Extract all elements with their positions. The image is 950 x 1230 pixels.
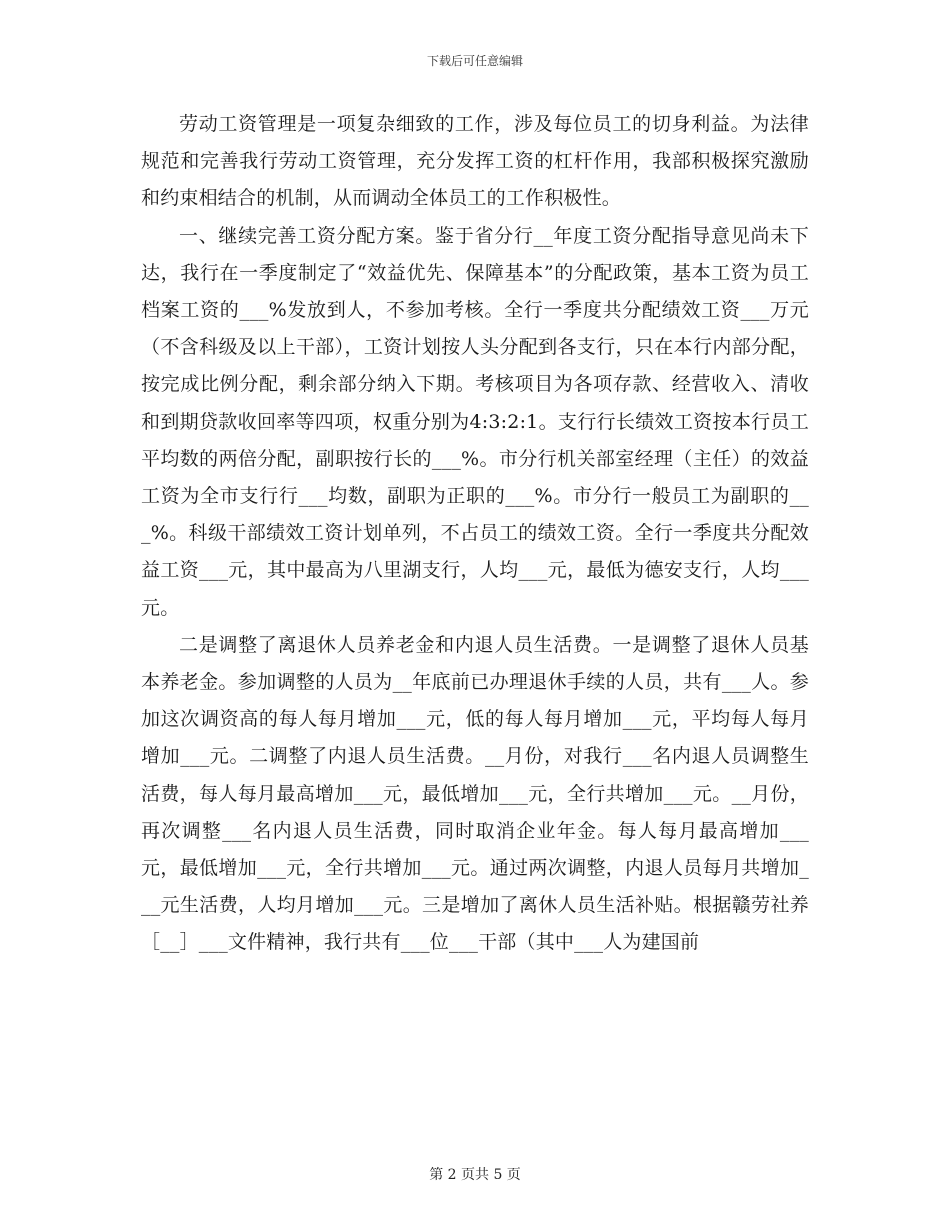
document-body <box>141 106 809 962</box>
page-header-note: 下载后可任意编辑 <box>426 54 523 68</box>
paragraph-intro: 劳动工资管理是一项复杂细致的工作，涉及每位员工的切身利益。为法律规范和完善我行劳动工资管理，充分发挥工资的杠杆作用，我部积极探究激励和约束相结合的机制，从而调动全体员工的工作积极性。 <box>141 113 809 210</box>
page-number-footer: 第 2 页共 5 页 <box>429 1167 521 1183</box>
paragraph-section-2: 二是调整了离退休人员养老金和内退人员生活费。一是调整了退休人员基本养老金。参加调整的人员为__年底前已办理退休手续的人员，共有___人。参加这次调资高的每人每月增加___元，低的每人每月增加___元，平均每人每月增加___元。二调整了内退人员生活费。__月份，对我行___名内退人员调整生活费，每人每月最高增加___元，最低增加___元，全行共增加___元。__月份，再次调整___名内退人员生活费，同时取消企业年金。每人每月最高增加___元，最低增加___元，全行共增加___元。通过两次调整，内退人员每月共增加___元生活费，人均月增加___元。三是增加了离休人员生活补贴。根据赣劳社养［__］___文件精神，我行共有___位___干部（其中___人为建国前 <box>141 633 809 954</box>
paragraph-section-1: 一、继续完善工资分配方案。鉴于省分行__年度工资分配指导意见尚未下达，我行在一季度制定了“效益优先、保障基本”的分配政策，基本工资为员工档案工资的___%发放到人，不参加考核。全行一季度共分配绩效工资___万元（不含科级及以上干部），工资计划按人头分配到各支行，只在本行内部分配，按完成比例分配，剩余部分纳入下期。考核项目为各项存款、经营收入、清收和到期贷款收回率等四项，权重分别为4:3:2:1。支行行长绩效工资按本行员工平均数的两倍分配，副职按行长的___%。市分行机关部室经理（主任）的效益工资为全市支行行___均数，副职为正职的___%。市分行一般员工为副职的___%。科级干部绩效工资计划单列，不占员工的绩效工资。全行一季度共分配效益工资___元，其中最高为八里湖支行，人均___元，最低为德安支行，人均___元。 <box>141 224 809 619</box>
